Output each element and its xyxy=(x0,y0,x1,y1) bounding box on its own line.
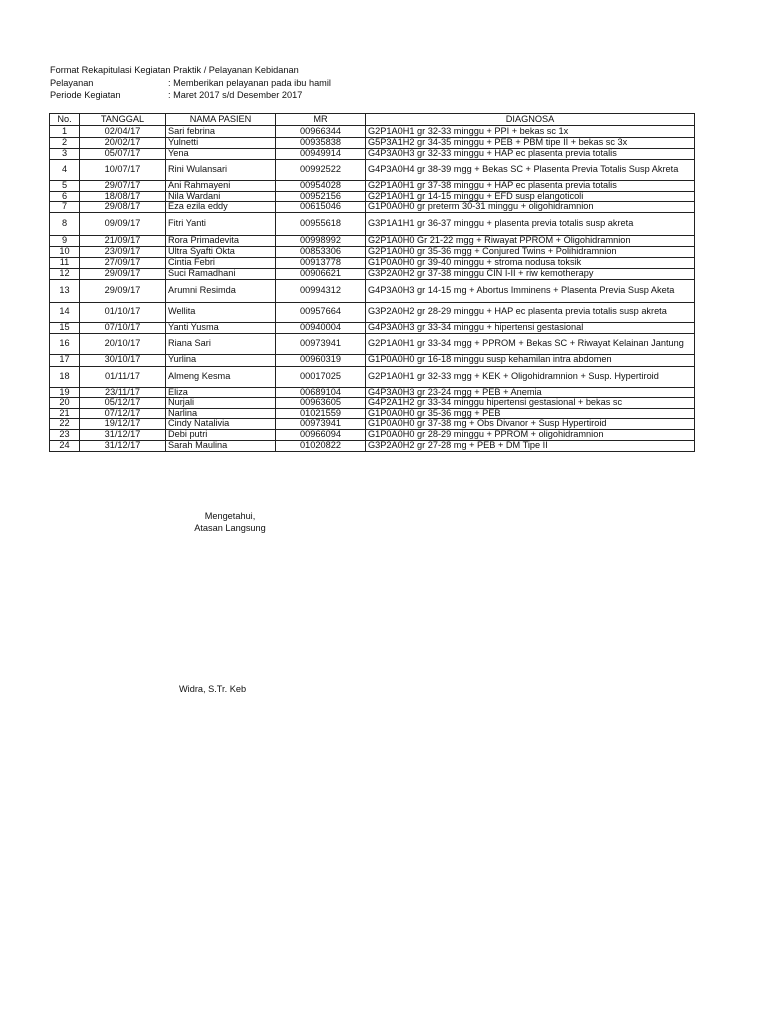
cell-date: 18/08/17 xyxy=(80,191,166,202)
cell-no: 7 xyxy=(50,202,80,213)
cell-diagnosis: G1P0A0H0 gr 35-36 mgg + PEB xyxy=(366,408,695,419)
cell-mr: 00973941 xyxy=(276,419,366,430)
cell-mr: 00689104 xyxy=(276,387,366,398)
period-value: : Maret 2017 s/d Desember 2017 xyxy=(168,90,303,100)
cell-diagnosis: G2P1A0H1 gr 32-33 minggu + PPI + bekas sc 1x xyxy=(366,126,695,138)
table-row xyxy=(50,148,695,159)
cell-date: 01/10/17 xyxy=(80,302,166,322)
service-value: : Memberikan pelayanan pada ibu hamil xyxy=(168,77,331,88)
cell-mr: 00957664 xyxy=(276,302,366,322)
cell-date: 27/09/17 xyxy=(80,257,166,268)
service-row xyxy=(50,77,331,90)
cell-diagnosis: G5P3A1H2 gr 34-35 minggu + PEB + PBM tipe II + bekas sc 3x xyxy=(366,138,695,149)
table-row xyxy=(50,302,695,322)
cell-date: 09/09/17 xyxy=(80,213,166,236)
table-row xyxy=(50,180,695,191)
cell-no: 19 xyxy=(50,387,80,398)
period-row xyxy=(50,89,331,102)
cell-diagnosis: G1P0A0H0 gr 16-18 minggu susp kehamilan intra abdomen xyxy=(366,354,695,366)
cell-patient-name: Almeng Kesma xyxy=(166,366,276,387)
cell-patient-name: Nurjali xyxy=(166,398,276,409)
document-title: Format Rekapitulasi Kegiatan Praktik / Pelayanan Kebidanan xyxy=(50,65,299,75)
recap-table xyxy=(49,113,695,452)
cell-diagnosis: G4P3A0H4 gr 38-39 mgg + Bekas SC + Plasenta Previa Totalis Susp Akreta xyxy=(366,159,695,180)
cell-diagnosis: G1P0A0H0 gr preterm 30-31 minggu + oligohidramnion xyxy=(366,202,695,213)
cell-no: 2 xyxy=(50,138,80,149)
cell-no: 14 xyxy=(50,302,80,322)
service-label: Pelayanan xyxy=(50,77,94,88)
cell-no: 13 xyxy=(50,279,80,302)
cell-date: 29/09/17 xyxy=(80,268,166,279)
cell-no: 11 xyxy=(50,257,80,268)
cell-date: 02/04/17 xyxy=(80,126,166,138)
cell-date: 29/09/17 xyxy=(80,279,166,302)
table-row xyxy=(50,441,695,452)
header-diagnosis: DIAGNOSA xyxy=(366,114,695,126)
cell-date: 23/09/17 xyxy=(80,247,166,258)
cell-no: 23 xyxy=(50,430,80,441)
cell-date: 07/12/17 xyxy=(80,408,166,419)
table-row xyxy=(50,333,695,354)
cell-diagnosis: G1P0A0H0 gr 39-40 minggu + stroma nodusa toksik xyxy=(366,257,695,268)
cell-date: 19/12/17 xyxy=(80,419,166,430)
cell-mr: 00935838 xyxy=(276,138,366,149)
table-row xyxy=(50,191,695,202)
cell-no: 15 xyxy=(50,322,80,333)
cell-mr: 00998992 xyxy=(276,236,366,247)
table-body xyxy=(50,126,695,452)
cell-patient-name: Rora Primadevita xyxy=(166,236,276,247)
cell-diagnosis: G4P2A1H2 gr 33-34 minggu hipertensi gestasional + bekas sc xyxy=(366,398,695,409)
cell-patient-name: Nila Wardani xyxy=(166,191,276,202)
cell-mr: 00994312 xyxy=(276,279,366,302)
cell-mr: 00906621 xyxy=(276,268,366,279)
cell-patient-name: Fitri Yanti xyxy=(166,213,276,236)
cell-diagnosis: G3P1A1H1 gr 36-37 minggu + plasenta previa totalis susp akreta xyxy=(366,213,695,236)
table-row xyxy=(50,387,695,398)
cell-date: 20/10/17 xyxy=(80,333,166,354)
cell-no: 12 xyxy=(50,268,80,279)
cell-no: 20 xyxy=(50,398,80,409)
cell-patient-name: Narlina xyxy=(166,408,276,419)
cell-no: 3 xyxy=(50,148,80,159)
table-row xyxy=(50,126,695,138)
period-label: Periode Kegiatan xyxy=(50,90,121,100)
cell-patient-name: Riana Sari xyxy=(166,333,276,354)
cell-no: 24 xyxy=(50,441,80,452)
cell-mr: 00853306 xyxy=(276,247,366,258)
cell-patient-name: Cindy Natalivia xyxy=(166,419,276,430)
cell-date: 21/09/17 xyxy=(80,236,166,247)
cell-patient-name: Debi putri xyxy=(166,430,276,441)
table-row xyxy=(50,279,695,302)
cell-patient-name: Eza ezila eddy xyxy=(166,202,276,213)
cell-patient-name: Suci Ramadhani xyxy=(166,268,276,279)
cell-diagnosis: G2P1A0H1 gr 33-34 mgg + PPROM + Bekas SC + Riwayat Kelainan Jantung xyxy=(366,333,695,354)
cell-no: 9 xyxy=(50,236,80,247)
cell-patient-name: Eliza xyxy=(166,387,276,398)
cell-date: 20/02/17 xyxy=(80,138,166,149)
header-mr: MR xyxy=(276,114,366,126)
table-row xyxy=(50,138,695,149)
cell-date: 29/07/17 xyxy=(80,180,166,191)
cell-mr: 01020822 xyxy=(276,441,366,452)
acknowledgement xyxy=(170,510,290,534)
table-row xyxy=(50,419,695,430)
table-header-row xyxy=(50,114,695,126)
table-row xyxy=(50,257,695,268)
cell-date: 07/10/17 xyxy=(80,322,166,333)
cell-date: 31/12/17 xyxy=(80,441,166,452)
cell-mr: 00963605 xyxy=(276,398,366,409)
cell-mr: 00949914 xyxy=(276,148,366,159)
table-row xyxy=(50,430,695,441)
cell-date: 05/12/17 xyxy=(80,398,166,409)
document-header xyxy=(50,64,331,102)
cell-mr: 00615046 xyxy=(276,202,366,213)
cell-no: 17 xyxy=(50,354,80,366)
table-row xyxy=(50,268,695,279)
cell-mr: 00940004 xyxy=(276,322,366,333)
cell-patient-name: Yurlina xyxy=(166,354,276,366)
cell-mr: 00992522 xyxy=(276,159,366,180)
cell-patient-name: Yena xyxy=(166,148,276,159)
cell-patient-name: Cintia Febri xyxy=(166,257,276,268)
cell-mr: 00960319 xyxy=(276,354,366,366)
table-row xyxy=(50,398,695,409)
cell-mr: 00966344 xyxy=(276,126,366,138)
ack-line-1: Mengetahui, xyxy=(204,511,256,521)
cell-diagnosis: G1P0A0H0 gr 28-29 minggu + PPROM + oligohidramnion xyxy=(366,430,695,441)
cell-date: 05/07/17 xyxy=(80,148,166,159)
cell-no: 4 xyxy=(50,159,80,180)
cell-diagnosis: G2P1A0H1 gr 14-15 minggu + EFD susp elangoticoli xyxy=(366,191,695,202)
table-row xyxy=(50,408,695,419)
table-row xyxy=(50,159,695,180)
cell-mr: 00952156 xyxy=(276,191,366,202)
table-row xyxy=(50,247,695,258)
cell-patient-name: Yanti Yusma xyxy=(166,322,276,333)
cell-patient-name: Ultra Syafti Okta xyxy=(166,247,276,258)
cell-date: 10/07/17 xyxy=(80,159,166,180)
table-row xyxy=(50,213,695,236)
cell-mr: 00954028 xyxy=(276,180,366,191)
cell-date: 23/11/17 xyxy=(80,387,166,398)
header-patient-name: NAMA PASIEN xyxy=(166,114,276,126)
cell-diagnosis: G2P1A0H0 gr 35-36 mgg + Conjured Twins + Polihidramnion xyxy=(366,247,695,258)
cell-mr: 00955618 xyxy=(276,213,366,236)
cell-diagnosis: G4P3A0H3 gr 32-33 minggu + HAP ec plasenta previa totalis xyxy=(366,148,695,159)
cell-date: 30/10/17 xyxy=(80,354,166,366)
cell-no: 21 xyxy=(50,408,80,419)
cell-patient-name: Sarah Maulina xyxy=(166,441,276,452)
cell-diagnosis: G3P2A0H2 gr 37-38 minggu CIN I-II + riw kemotherapy xyxy=(366,268,695,279)
signer-name: Widra, S.Tr. Keb xyxy=(179,684,247,694)
cell-no: 10 xyxy=(50,247,80,258)
cell-date: 31/12/17 xyxy=(80,430,166,441)
cell-no: 18 xyxy=(50,366,80,387)
cell-mr: 00966094 xyxy=(276,430,366,441)
cell-mr: 01021559 xyxy=(276,408,366,419)
cell-date: 01/11/17 xyxy=(80,366,166,387)
table-row xyxy=(50,236,695,247)
cell-diagnosis: G4P3A0H3 gr 23-24 mgg + PEB + Anemia xyxy=(366,387,695,398)
cell-patient-name: Wellita xyxy=(166,302,276,322)
header-date: TANGGAL xyxy=(80,114,166,126)
cell-no: 8 xyxy=(50,213,80,236)
cell-diagnosis: G4P3A0H3 gr 33-34 minggu + hipertensi gestasional xyxy=(366,322,695,333)
cell-mr: 00913778 xyxy=(276,257,366,268)
cell-patient-name: Ani Rahmayeni xyxy=(166,180,276,191)
table-row xyxy=(50,202,695,213)
cell-patient-name: Yulnetti xyxy=(166,138,276,149)
cell-no: 22 xyxy=(50,419,80,430)
table-row xyxy=(50,354,695,366)
cell-diagnosis: G3P2A0H2 gr 28-29 minggu + HAP ec plasenta previa totalis susp akreta xyxy=(366,302,695,322)
cell-diagnosis: G4P3A0H3 gr 14-15 mg + Abortus Imminens + Plasenta Previa Susp Aketa xyxy=(366,279,695,302)
cell-patient-name: Sari febrina xyxy=(166,126,276,138)
ack-line-2: Atasan Langsung xyxy=(194,523,266,533)
cell-patient-name: Rini Wulansari xyxy=(166,159,276,180)
cell-no: 6 xyxy=(50,191,80,202)
header-no: No. xyxy=(50,114,80,126)
cell-diagnosis: G3P2A0H2 gr 27-28 mg + PEB + DM Tipe II xyxy=(366,441,695,452)
cell-diagnosis: G2P1A0H0 Gr 21-22 mgg + Riwayat PPROM + Oligohidramnion xyxy=(366,236,695,247)
cell-diagnosis: G1P0A0H0 gr 37-38 mg + Obs Divanor + Susp Hypertiroid xyxy=(366,419,695,430)
cell-date: 29/08/17 xyxy=(80,202,166,213)
cell-diagnosis: G2P1A0H1 gr 37-38 minggu + HAP ec plasenta previa totalis xyxy=(366,180,695,191)
cell-mr: 00017025 xyxy=(276,366,366,387)
table-row xyxy=(50,366,695,387)
cell-no: 5 xyxy=(50,180,80,191)
cell-diagnosis: G2P1A0H1 gr 32-33 mgg + KEK + Oligohidramnion + Susp. Hypertiroid xyxy=(366,366,695,387)
table-row xyxy=(50,322,695,333)
cell-mr: 00973941 xyxy=(276,333,366,354)
cell-no: 1 xyxy=(50,126,80,138)
cell-no: 16 xyxy=(50,333,80,354)
cell-patient-name: Arumni Resimda xyxy=(166,279,276,302)
